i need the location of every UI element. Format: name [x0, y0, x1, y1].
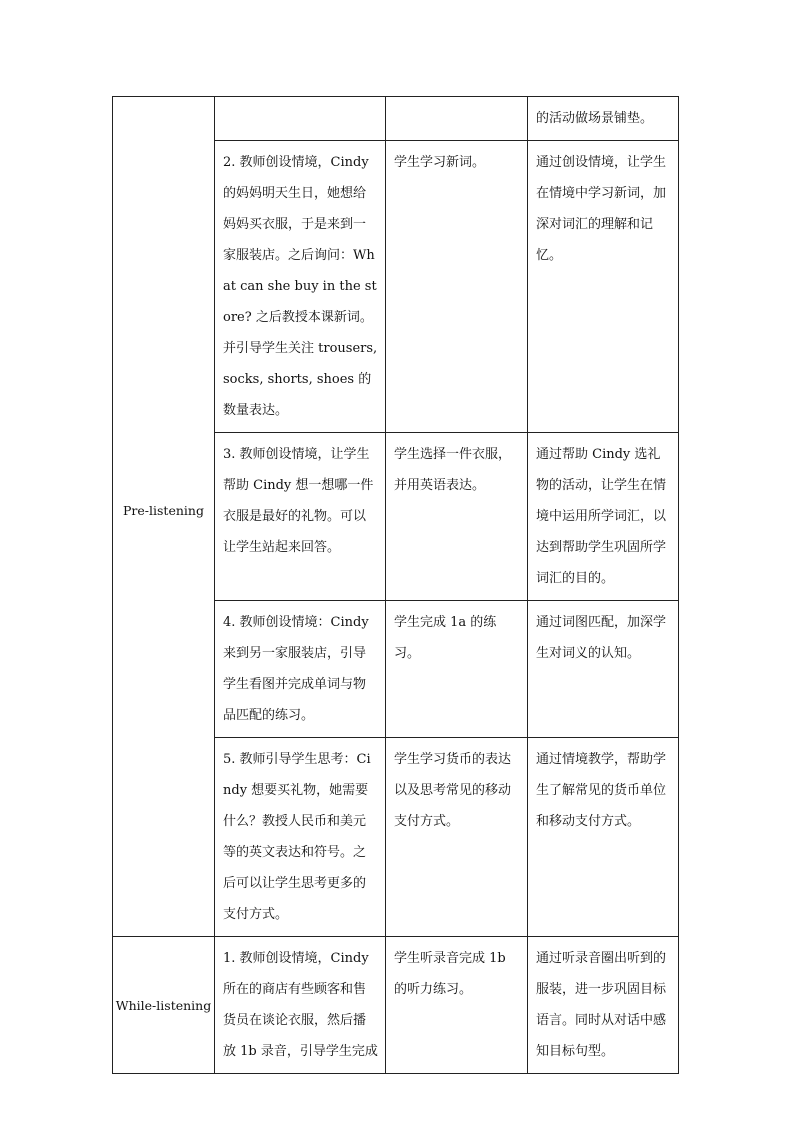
design-purpose-cell: 的活动做场景铺垫。 — [528, 97, 679, 141]
student-activity-cell: 学生完成 1a 的练习。 — [386, 601, 528, 738]
teacher-activity-cell: 4. 教师创设情境：Cindy 来到另一家服装店，引导学生看图并完成单词与物品匹配的练习。 — [215, 601, 386, 738]
student-activity-cell: 学生选择一件衣服，并用英语表达。 — [386, 433, 528, 601]
design-purpose-cell: 通过听录音圈出听到的服装，进一步巩固目标语言。同时从对话中感知目标句型。 — [528, 937, 679, 1074]
design-purpose-cell: 通过帮助 Cindy 选礼物的活动，让学生在情境中运用所学词汇，以达到帮助学生巩固所学词汇的目的。 — [528, 433, 679, 601]
teacher-activity-cell: 5. 教师引导学生思考：Cindy 想要买礼物，她需要什么？教授人民币和美元等的英文表达和符号。之后可以让学生思考更多的支付方式。 — [215, 738, 386, 937]
stage-cell-pre-listening — [113, 97, 215, 937]
design-purpose-cell: 通过情境教学，帮助学生了解常见的货币单位和移动支付方式。 — [528, 738, 679, 937]
student-activity-cell: 学生听录音完成 1b 的听力练习。 — [386, 937, 528, 1074]
stage-cell-while-listening — [113, 937, 215, 1074]
teacher-activity-cell: 1. 教师创设情境，Cindy 所在的商店有些顾客和售货员在谈论衣服，然后播放 1b 录音，引导学生完成 — [215, 937, 386, 1074]
design-purpose-cell: 通过创设情境，让学生在情境中学习新词，加深对词汇的理解和记忆。 — [528, 141, 679, 433]
stage-label: Pre-listening — [123, 503, 204, 518]
student-activity-cell: 学生学习新词。 — [386, 141, 528, 433]
design-purpose-cell: 通过词图匹配，加深学生对词义的认知。 — [528, 601, 679, 738]
teacher-activity-cell — [215, 97, 386, 141]
student-activity-cell — [386, 97, 528, 141]
teacher-activity-cell: 3. 教师创设情境，让学生帮助 Cindy 想一想哪一件衣服是最好的礼物。可以让学生站起来回答。 — [215, 433, 386, 601]
table-row — [113, 937, 679, 1074]
lesson-plan-table — [112, 96, 679, 1074]
table-row — [113, 97, 679, 141]
teacher-activity-cell: 2. 教师创设情境，Cindy 的妈妈明天生日，她想给妈妈买衣服，于是来到一家服装店。之后询问：What can she buy in the store? 之后教授本课新词。并引导学生关注 trousers, socks, shorts, shoes 的数量表达。 — [215, 141, 386, 433]
stage-label: While-listening — [115, 997, 212, 1013]
student-activity-cell: 学生学习货币的表达以及思考常见的移动支付方式。 — [386, 738, 528, 937]
